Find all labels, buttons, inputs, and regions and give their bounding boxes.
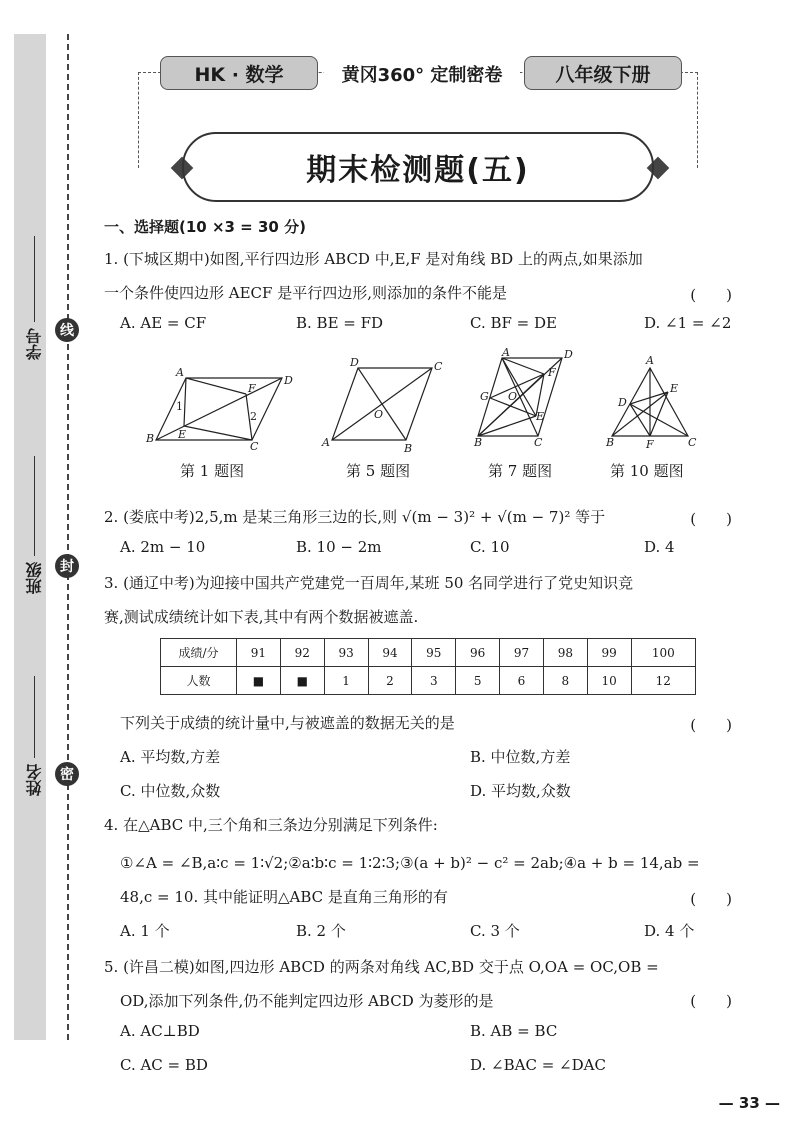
table-cell: ■	[280, 667, 324, 695]
table-cell: 95	[412, 639, 456, 667]
q4-option-c[interactable]: C. 3 个	[470, 922, 520, 940]
table-cell: ■	[237, 667, 281, 695]
name-label: 姓名	[24, 764, 44, 796]
f7-label-f: F	[548, 366, 556, 379]
q5-answer-paren[interactable]: ( )	[690, 992, 732, 1010]
table-cell: 6	[500, 667, 544, 695]
student-id-label: 学号	[24, 328, 44, 360]
q2-option-a[interactable]: A. 2m − 10	[120, 538, 206, 556]
q3-option-c[interactable]: C. 中位数,众数	[120, 782, 221, 800]
table-cell: 97	[500, 639, 544, 667]
f5-label-a: A	[322, 436, 330, 449]
q4-line3: 48,c = 10. 其中能证明△ABC 是直角三角形的有	[120, 888, 448, 906]
table-cell: 91	[237, 639, 281, 667]
q5-option-a[interactable]: A. AC⊥BD	[120, 1022, 200, 1040]
f1-label-b: B	[146, 432, 155, 445]
q4-options	[120, 920, 740, 941]
f1-label-c: C	[250, 440, 259, 453]
q2-option-b[interactable]: B. 10 − 2m	[296, 538, 382, 556]
q5-option-b[interactable]: B. AB = BC	[470, 1022, 558, 1040]
q1-option-d[interactable]: D. ∠1 = ∠2	[644, 314, 732, 332]
f7-label-d: D	[564, 348, 573, 361]
q4-option-d[interactable]: D. 4 个	[644, 922, 695, 940]
q1-options	[120, 314, 740, 332]
class-field[interactable]	[22, 456, 46, 594]
table-cell: 94	[368, 639, 412, 667]
table-cell: 12	[631, 667, 695, 695]
q5-options-row2	[120, 1056, 740, 1074]
fig1-caption: 第 1 题图	[180, 462, 245, 480]
f7-label-a: A	[502, 346, 510, 359]
table-cell: 92	[280, 639, 324, 667]
table-header-cell: 人数	[161, 667, 237, 695]
q1-line2: 一个条件使四边形 AECF 是平行四边形,则添加的条件不能是	[104, 284, 507, 302]
table-cell: 98	[543, 639, 587, 667]
f7-label-o: O	[508, 390, 518, 403]
f5-label-o: O	[374, 408, 384, 421]
q5-options-row1	[120, 1022, 740, 1040]
fig5-caption: 第 5 题图	[346, 462, 411, 480]
q4-line1: 4. 在△ABC 中,三个角和三条边分别满足下列条件:	[104, 816, 438, 834]
q5-line2: OD,添加下列条件,仍不能判定四边形 ABCD 为菱形的是	[120, 992, 494, 1010]
section-heading: 一、选择题(10 ×3 = 30 分)	[104, 218, 306, 236]
table-cell: 2	[368, 667, 412, 695]
q3-answer-paren[interactable]: ( )	[690, 716, 732, 734]
q2-option-c[interactable]: C. 10	[470, 538, 510, 556]
f10-label-d: D	[618, 396, 627, 409]
q3-line2: 赛,测试成绩统计如下表,其中有两个数据被遮盖.	[104, 608, 419, 626]
table-row	[161, 639, 696, 667]
table-cell: 100	[631, 639, 695, 667]
q2-answer-paren[interactable]: ( )	[690, 510, 732, 528]
f1-label-a: A	[176, 366, 184, 379]
f10-label-e: E	[670, 382, 679, 395]
q2-text: 2. (娄底中考)2,5,m 是某三角形三边的长,则 √(m − 3)² + √(m − 7)² 等于	[104, 508, 606, 526]
score-table	[160, 638, 696, 695]
f10-label-c: C	[688, 436, 697, 449]
q2-option-d[interactable]: D. 4	[644, 538, 675, 556]
cut-line	[67, 34, 69, 1040]
name-field[interactable]	[22, 676, 46, 796]
q3-line3: 下列关于成绩的统计量中,与被遮盖的数据无关的是	[120, 714, 455, 732]
fig7-caption: 第 7 题图	[488, 462, 553, 480]
q1-option-c[interactable]: C. BF = DE	[470, 314, 557, 332]
figure-10	[605, 354, 697, 451]
f10-label-b: B	[606, 436, 615, 449]
table-header-cell: 成绩/分	[161, 639, 237, 667]
class-label: 班级	[24, 562, 44, 594]
figure-7	[473, 346, 573, 449]
q3-option-a[interactable]: A. 平均数,方差	[120, 748, 221, 766]
f7-label-b: B	[474, 436, 483, 449]
seal-line: 线	[55, 318, 79, 342]
f10-label-a: A	[646, 354, 654, 367]
subject-pill: HK · 数学	[160, 56, 318, 90]
seal-secret: 密	[55, 762, 79, 786]
title-banner	[182, 132, 654, 202]
f7-label-e: E	[536, 410, 545, 423]
grade-pill: 八年级下册	[524, 56, 682, 90]
table-cell: 93	[324, 639, 368, 667]
q5-line1: 5. (许昌二模)如图,四边形 ABCD 的两条对角线 AC,BD 交于点 O,OA = OC,OB =	[104, 958, 659, 976]
page-title: 期末检测题(五)	[306, 153, 530, 188]
q2-options	[120, 538, 740, 556]
table-cell: 96	[456, 639, 500, 667]
q5-option-d[interactable]: D. ∠BAC = ∠DAC	[470, 1056, 606, 1074]
q4-answer-paren[interactable]: ( )	[690, 890, 732, 908]
page-number: — 33 —	[718, 1094, 780, 1112]
q1-option-a[interactable]: A. AE = CF	[120, 314, 207, 332]
f1-label-2: 2	[250, 410, 257, 423]
q1-answer-paren[interactable]: ( )	[690, 286, 732, 304]
table-cell: 99	[587, 639, 631, 667]
series-name: 黄冈360° 定制密卷	[324, 60, 520, 88]
fig10-caption: 第 10 题图	[610, 462, 684, 480]
table-cell: 8	[543, 667, 587, 695]
student-id-field[interactable]	[22, 236, 46, 360]
q4-option-a[interactable]: A. 1 个	[120, 922, 170, 940]
q4-line2: ①∠A = ∠B,a∶c = 1∶√2;②a∶b∶c = 1∶2∶3;③(a + b)² − c² = 2ab;④a + b = 14,ab =	[120, 854, 700, 872]
f1-label-d: D	[284, 374, 293, 387]
q4-option-b[interactable]: B. 2 个	[296, 922, 346, 940]
f1-label-e: E	[178, 428, 187, 441]
q3-option-b[interactable]: B. 中位数,方差	[470, 748, 571, 766]
table-cell: 1	[324, 667, 368, 695]
f7-label-g: G	[480, 390, 489, 403]
f5-label-b: B	[404, 442, 413, 455]
f7-label-c: C	[534, 436, 543, 449]
table-cell: 3	[412, 667, 456, 695]
table-cell: 5	[456, 667, 500, 695]
q1-option-b[interactable]: B. BE = FD	[296, 314, 384, 332]
f1-label-1: 1	[176, 400, 183, 413]
table-row	[161, 667, 696, 695]
f5-label-d: D	[350, 356, 359, 369]
f5-label-c: C	[434, 360, 443, 373]
q1-line1: 1. (下城区期中)如图,平行四边形 ABCD 中,E,F 是对角线 BD 上的两点,如果添加	[104, 250, 643, 268]
table-cell: 10	[587, 667, 631, 695]
q3-options-row1	[120, 746, 740, 767]
q3-options-row2	[120, 780, 740, 801]
figure-5	[321, 356, 443, 455]
f10-label-f: F	[646, 438, 654, 451]
f1-label-f: F	[248, 382, 256, 395]
seal-seal: 封	[55, 554, 79, 578]
figure-1	[145, 366, 293, 453]
q3-line1: 3. (通辽中考)为迎接中国共产党建党一百周年,某班 50 名同学进行了党史知识竞	[104, 574, 634, 592]
q3-option-d[interactable]: D. 平均数,众数	[470, 782, 571, 800]
q5-option-c[interactable]: C. AC = BD	[120, 1056, 208, 1074]
